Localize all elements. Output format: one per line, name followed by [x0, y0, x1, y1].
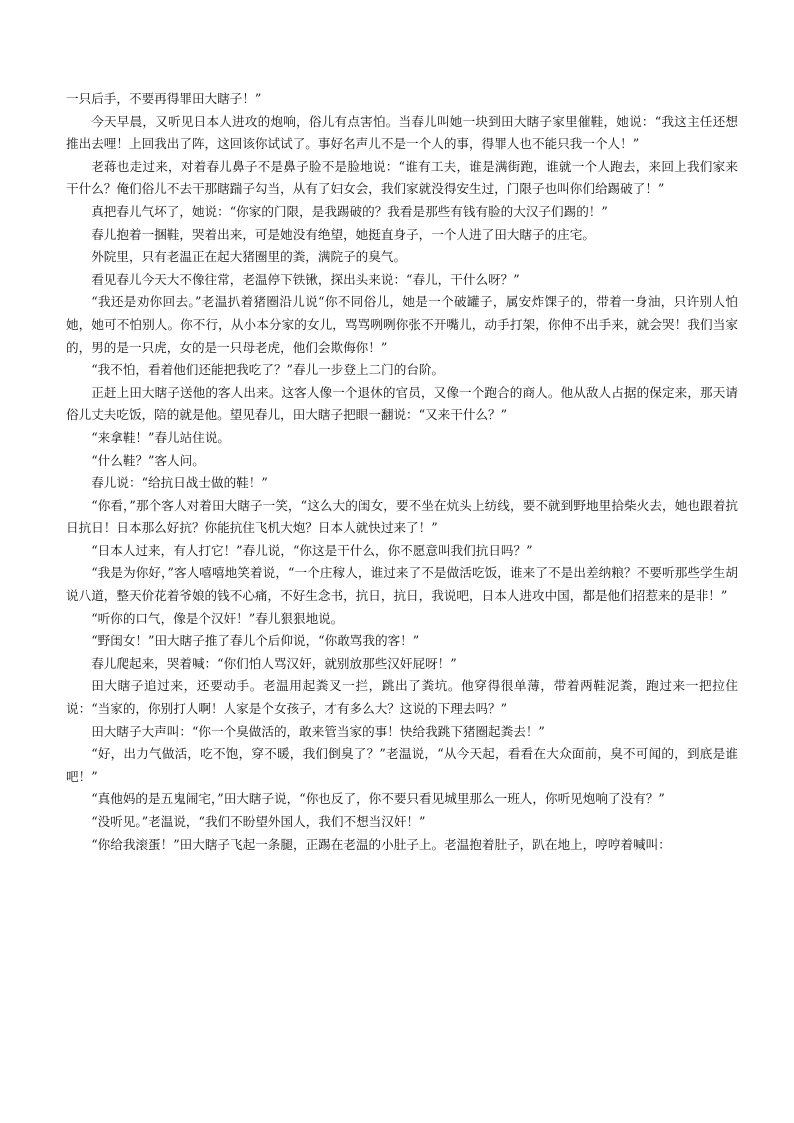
paragraph: “来拿鞋！”春儿站住说。 — [91, 429, 231, 445]
paragraph: 春儿抱着一捆鞋，哭着出来，可是她没有绝望，她挺直身子，一个人进了田大瞎子的庄宅。 — [91, 226, 595, 242]
paragraph: “我是为你好，”客人嘻嘻地笑着说，“一个庄稼人，谁过来了不是做活吃饭，谁来了不是出差纳粮？不要听那些学生胡说八道，整天价花着爷娘的钱不心痛，不好生念书，抗日，抗日，我说吧，日本人进攻中国，都是他们招惹来的是非！” — [66, 565, 738, 604]
paragraph: “真他妈的是五鬼闹宅，”田大瞎子说，“你也反了，你不要只看见城里那么一班人，你听见炮响了没有？” — [91, 791, 665, 807]
paragraph: “日本人过来，有人打它！”春儿说，“你这是干什么，你不愿意叫我们抗日吗？” — [91, 542, 533, 558]
paragraph: “我还是劝你回去。”老温扒着猪圈沿儿说“你不同俗儿，她是一个破罐子，属安炸馃子的，带着一身油，只许别人怕她，她可不怕别人。你不行，从小本分家的女儿，骂骂咧咧你张不开嘴儿，动手打架，你伸不出手来，就会哭！我们当家的，男的是一只虎，女的是一只母老虎，他们会欺侮你！” — [66, 294, 738, 355]
paragraph: “好，出力气做活，吃不饱，穿不暖，我们倒臭了？”老温说，“从今天起，看看在大众面前，臭不可闻的，到底是谁吧！” — [66, 746, 738, 784]
paragraph: “听你的口气，像是个汉奸！”春儿狠狠地说。 — [91, 610, 344, 626]
paragraph: 春儿说：“给抗日战士做的鞋！” — [91, 475, 268, 491]
paragraph: 田大瞎子追过来，还要动手。老温用起粪叉一拦，跳出了粪坑。他穿得很单薄，带着两鞋泥粪，跑过来一把拉住说：“当家的，你别打人啊！人家是个女孩子，才有多么大？这说的下理去吗？” — [66, 678, 738, 717]
document-body — [66, 88, 738, 856]
paragraph: “你给我滚蛋！”田大瞎子飞起一条腿，正踢在老温的小肚子上。老温抱着肚子，趴在地上，哼哼着喊叫： — [91, 836, 671, 852]
paragraph: “野闺女！”田大瞎子推了春儿个后仰说，“你敢骂我的客！” — [91, 633, 420, 649]
paragraph: 春儿爬起来，哭着喊：“你们怕人骂汉奸，就别放那些汉奸屁呀！” — [91, 655, 457, 671]
paragraph: 一只后手，不要再得罪田大瞎子！” — [66, 91, 262, 106]
paragraph: 看见春儿今天大不像往常，老温停下铁锹，探出头来说：“春儿，干什么呀？” — [91, 271, 520, 287]
paragraph: “你看，”那个客人对着田大瞎子一笑，“这么大的闺女，要不坐在炕头上纺线，要不就到野地里拾柴火去，她也跟着抗日抗日！日本那么好抗？你能抗住飞机大炮？日本人就快过来了！” — [66, 497, 738, 536]
paragraph: 田大瞎子大声叫：“你一个臭做活的，敢来管当家的事！快给我跳下猪圈起粪去！” — [91, 723, 545, 739]
paragraph: 正赶上田大瞎子送他的客人出来。这客人像一个退休的官员，又像一个跑合的商人。他从敌人占据的保定来，那天请俗儿丈夫吃饭，陪的就是他。望见春儿，田大瞎子把眼一翻说：“又来干什么？” — [66, 384, 738, 423]
paragraph: “什么鞋？”客人问。 — [91, 452, 205, 468]
paragraph: “没听见。”老温说，“我们不盼望外国人，我们不想当汉奸！” — [91, 814, 426, 829]
paragraph: 真把春儿气坏了，她说：“你家的门限，是我踢破的？我看是那些有钱有脸的大汉子们踢的！” — [91, 203, 608, 219]
paragraph: “我不怕，看着他们还能把我吃了？”春儿一步登上二门的台阶。 — [91, 362, 445, 378]
paragraph: 老蒋也走过来，对着春儿鼻子不是鼻子脸不是脸地说：“谁有工夫，谁是满街跑，谁就一个人跑去，来回上我们家来干什么？俺们俗儿不去干那瞎踹子勾当，从有了妇女会，我们家就没得安生过，门限子也叫你们给踢破了！” — [66, 158, 738, 197]
paragraph: 今天早晨，又听见日本人进攻的炮响，俗儿有点害怕。当春儿叫她一块到田大瞎子家里催鞋，她说：“我这主任还想推出去哩！上回我出了阵，这回该你试试了。事好名声儿不是一个人的事，得罪人也不能只我一个人！” — [66, 113, 738, 152]
paragraph: 外院里，只有老温正在起大猪圈里的粪，满院子的臭气。 — [91, 249, 407, 265]
